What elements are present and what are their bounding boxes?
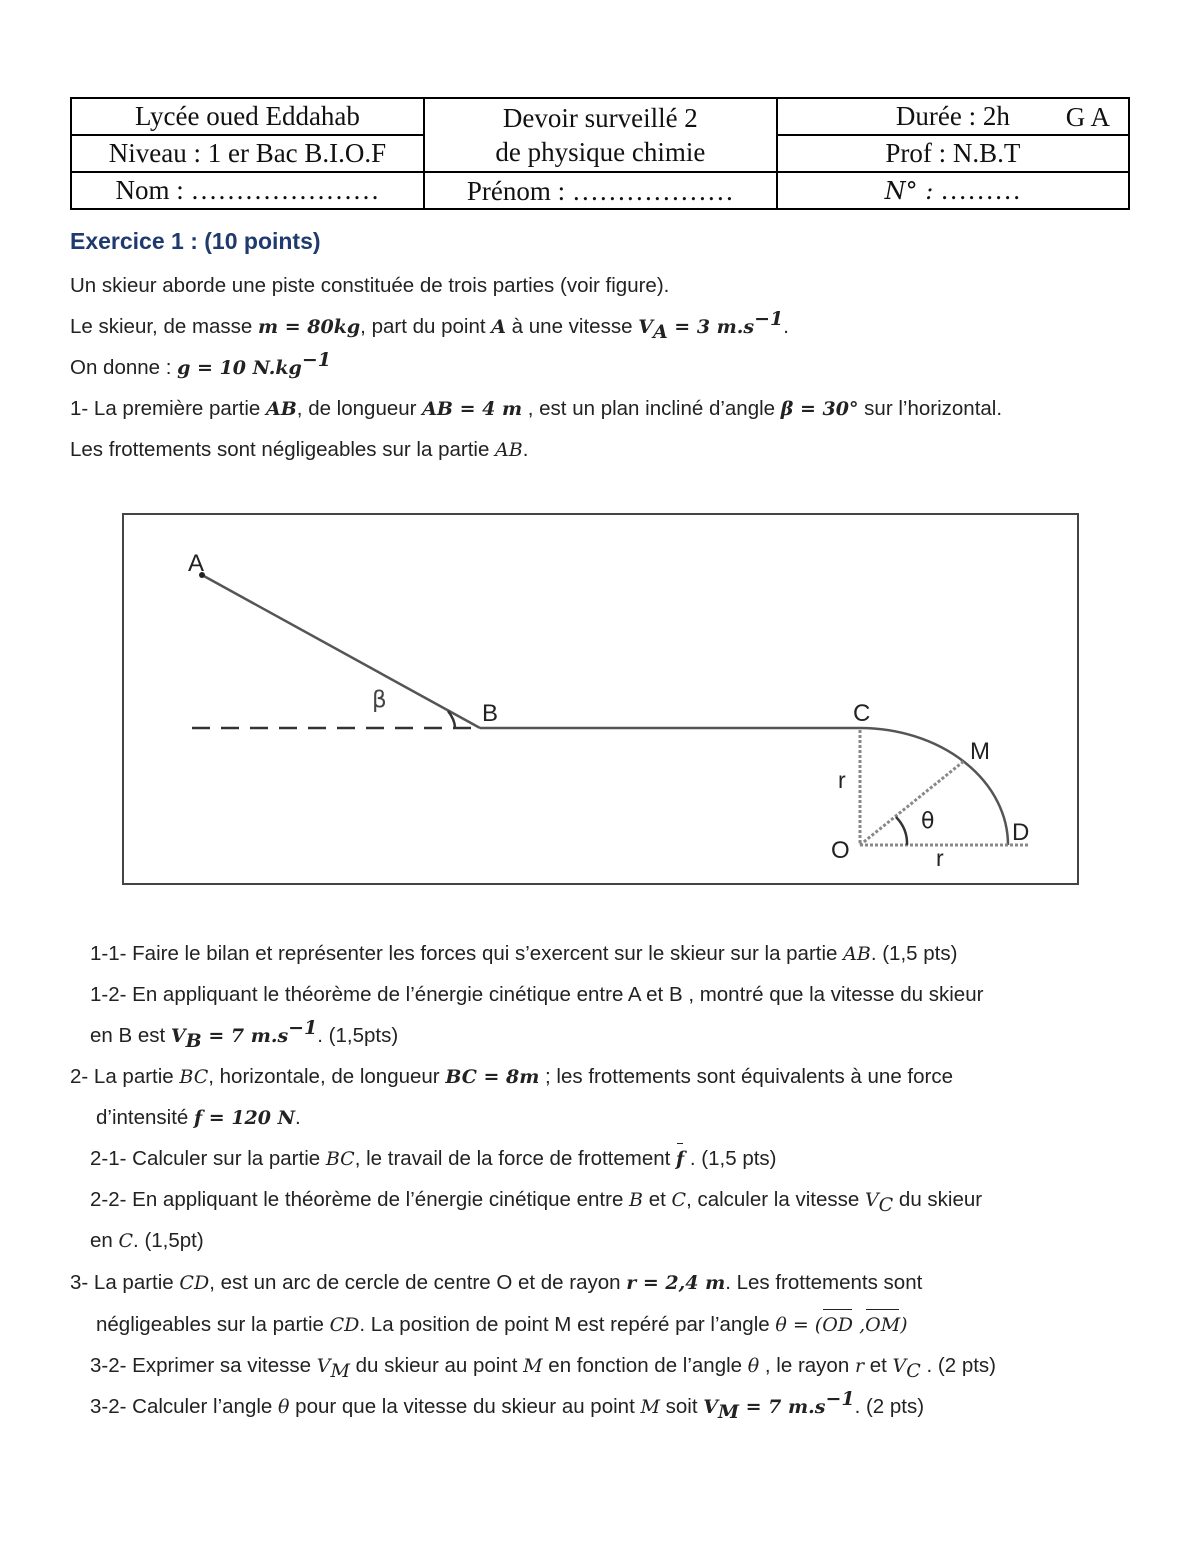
velocity-subscript: A	[652, 321, 668, 344]
text: . (1,5pt)	[133, 1229, 204, 1252]
label-d: D	[1012, 819, 1030, 846]
label-b: B	[482, 700, 499, 727]
intro-text: Un skieur aborde une piste constituée de trois parties (voir figure).	[70, 274, 670, 297]
length-bc: BC = 8m	[445, 1066, 540, 1088]
numero-label: N° :	[884, 177, 934, 205]
text: .	[294, 1106, 301, 1129]
question-1-2-cont	[90, 1017, 399, 1053]
segment-cd: CD	[329, 1314, 360, 1336]
level: Niveau : 1 er Bac B.I.O.F	[71, 135, 424, 172]
gravity-value: g = 10 N.kg	[177, 357, 302, 379]
text: 1-2- En appliquant le théorème de l’énergie cinétique entre A et B , montré que la vitesse du skieur	[90, 983, 984, 1006]
segment-ab: AB	[495, 439, 523, 461]
velocity-symbol: V	[638, 316, 653, 338]
text: 3- La partie	[70, 1271, 180, 1294]
text: soit	[659, 1395, 704, 1418]
segment-bc: BC	[325, 1148, 355, 1170]
radius: r	[854, 1355, 865, 1377]
segment-ab: AB	[843, 943, 871, 965]
theta-def: θ = (	[775, 1314, 823, 1336]
velocity-symbol: V	[703, 1396, 718, 1418]
velocity-symbol: V	[316, 1355, 331, 1377]
velocity-value: = 3 m.s	[667, 316, 755, 338]
text: pour que la vitesse du skieur au point	[289, 1395, 641, 1418]
text: . (1,5pts)	[317, 1024, 399, 1047]
text: , part du point	[360, 315, 492, 338]
mass-value: m = 80kg	[258, 316, 361, 338]
text: .	[783, 315, 789, 338]
question-2-2	[90, 1188, 983, 1217]
part1-line	[70, 397, 1002, 421]
text: sur l’horizontal.	[858, 397, 1003, 420]
text: et	[864, 1354, 893, 1377]
friction-value: f = 120 N	[194, 1107, 295, 1129]
duration: Durée : 2h	[895, 101, 1010, 131]
track-figure	[122, 513, 1079, 885]
text: 3-2- Calculer l’angle	[90, 1395, 279, 1418]
text: 1- La première partie	[70, 397, 266, 420]
vector-od: OD	[822, 1314, 854, 1336]
text: et	[643, 1188, 672, 1211]
duration-cell	[777, 98, 1129, 135]
numero-field	[777, 172, 1129, 209]
label-r-horizontal: r	[936, 845, 944, 871]
radius-value: r = 2,4 m	[626, 1272, 726, 1294]
text: 3-2- Exprimer sa vitesse	[90, 1354, 317, 1377]
velocity-symbol: V	[864, 1189, 879, 1211]
exam-title-line1: Devoir surveillé 2	[502, 103, 698, 133]
mass-line	[70, 308, 789, 344]
prof: Prof : N.B.T	[777, 135, 1129, 172]
text: du skieur au point	[349, 1354, 524, 1377]
text: 2- La partie	[70, 1065, 180, 1088]
text: On donne :	[70, 356, 178, 379]
text: , de longueur	[296, 397, 423, 420]
velocity-subscript: C	[878, 1194, 894, 1217]
velocity-subscript: B	[185, 1030, 202, 1053]
prenom-field: Prénom : ………………	[424, 172, 777, 209]
length-ab: AB = 4 m	[422, 398, 523, 420]
velocity-value: = 7 m.s	[201, 1025, 289, 1047]
text: , calculer la vitesse	[686, 1188, 865, 1211]
exponent: −1	[301, 349, 331, 372]
text: . (2 pts)	[854, 1395, 925, 1418]
radius-om	[860, 761, 964, 845]
question-1-2	[90, 983, 983, 1007]
group: G A	[1065, 102, 1110, 132]
nom-field: Nom : …………………	[71, 172, 424, 209]
part3-line	[70, 1271, 922, 1295]
friction-vector: f	[676, 1148, 685, 1170]
segment-bc: BC	[179, 1066, 209, 1088]
question-2-2-cont	[90, 1229, 204, 1253]
incline-ab	[202, 575, 480, 728]
point-c: C	[118, 1230, 134, 1252]
theta: θ	[278, 1396, 290, 1418]
text: Le skieur, de masse	[70, 315, 259, 338]
text: . La position de point M est repéré par l’angle	[359, 1313, 776, 1336]
question-1-1	[90, 942, 957, 966]
text: 1-1- Faire le bilan et représenter les forces qui s’exercent sur le skieur sur la partie	[90, 942, 844, 965]
text: ; les frottements sont équivalents à une force	[539, 1065, 953, 1088]
text: 2-1- Calculer sur la partie	[90, 1147, 326, 1170]
numero-dots: ………	[940, 175, 1022, 205]
exercise-title: Exercice 1 : (10 points)	[70, 228, 321, 254]
label-o: O	[831, 837, 850, 864]
text: ,	[853, 1314, 866, 1336]
text: , le rayon	[759, 1354, 855, 1377]
exponent: −1	[754, 308, 784, 331]
question-2-1	[90, 1147, 777, 1171]
text: . (2 pts)	[920, 1354, 996, 1377]
label-m: M	[970, 738, 990, 765]
label-theta: θ	[921, 809, 935, 834]
text: , est un plan incliné d’angle	[522, 397, 781, 420]
text: d’intensité	[96, 1106, 195, 1129]
velocity-symbol: V	[170, 1025, 186, 1047]
point-m: M	[523, 1355, 543, 1377]
question-3-1	[90, 1354, 996, 1383]
text: négligeables sur la partie	[96, 1313, 330, 1336]
exam-title-line2: de physique chimie	[495, 137, 706, 167]
text: du skieur	[893, 1188, 983, 1211]
friction-ab-line	[70, 438, 528, 462]
part2-line-cont	[96, 1106, 301, 1130]
text: . Les frottements sont	[725, 1271, 923, 1294]
segment-cd: CD	[179, 1272, 210, 1294]
exam-title	[424, 98, 777, 172]
exponent: −1	[288, 1017, 318, 1040]
exponent: −1	[825, 1388, 855, 1411]
point-a: A	[491, 316, 506, 338]
question-3-2	[90, 1388, 925, 1424]
velocity-subscript: M	[717, 1401, 740, 1424]
velocity-symbol: V	[892, 1355, 907, 1377]
school-name: Lycée oued Eddahab	[71, 98, 424, 135]
text: , horizontale, de longueur	[208, 1065, 446, 1088]
velocity-subscript: M	[330, 1360, 350, 1383]
gravity-line	[70, 349, 331, 380]
text: 2-2- En appliquant le théorème de l’énergie cinétique entre	[90, 1188, 630, 1211]
track-diagram	[124, 515, 1081, 887]
theta-arc	[896, 817, 907, 845]
label-r-vertical: r	[838, 767, 846, 793]
part3-line-cont	[96, 1313, 908, 1337]
point-b: B	[629, 1189, 644, 1211]
point-m: M	[640, 1396, 660, 1418]
label-c: C	[853, 700, 871, 727]
text: . (1,5 pts)	[870, 942, 958, 965]
text: . (1,5 pts)	[684, 1147, 777, 1170]
point-c: C	[671, 1189, 687, 1211]
theta: θ	[747, 1355, 760, 1377]
vector-om: OM	[865, 1314, 901, 1336]
text: en B est	[90, 1024, 171, 1047]
angle-beta: β = 30°	[780, 398, 859, 420]
text: .	[522, 438, 529, 461]
text: en fonction de l’angle	[542, 1354, 748, 1377]
text: en	[90, 1229, 119, 1252]
velocity-value: = 7 m.s	[739, 1396, 826, 1418]
header-table	[70, 97, 1130, 210]
text: à une vitesse	[505, 315, 639, 338]
text: Les frottements sont négligeables sur la partie	[70, 438, 496, 461]
intro-line	[70, 274, 669, 298]
velocity-subscript: C	[906, 1360, 921, 1383]
text: , est un arc de cercle de centre O et de rayon	[209, 1271, 627, 1294]
text: )	[900, 1314, 908, 1336]
label-a: A	[188, 550, 205, 577]
label-beta: β	[372, 687, 387, 713]
part2-line	[70, 1065, 953, 1089]
text: , le travail de la force de frottement	[354, 1147, 677, 1170]
segment-ab: AB	[265, 398, 297, 420]
